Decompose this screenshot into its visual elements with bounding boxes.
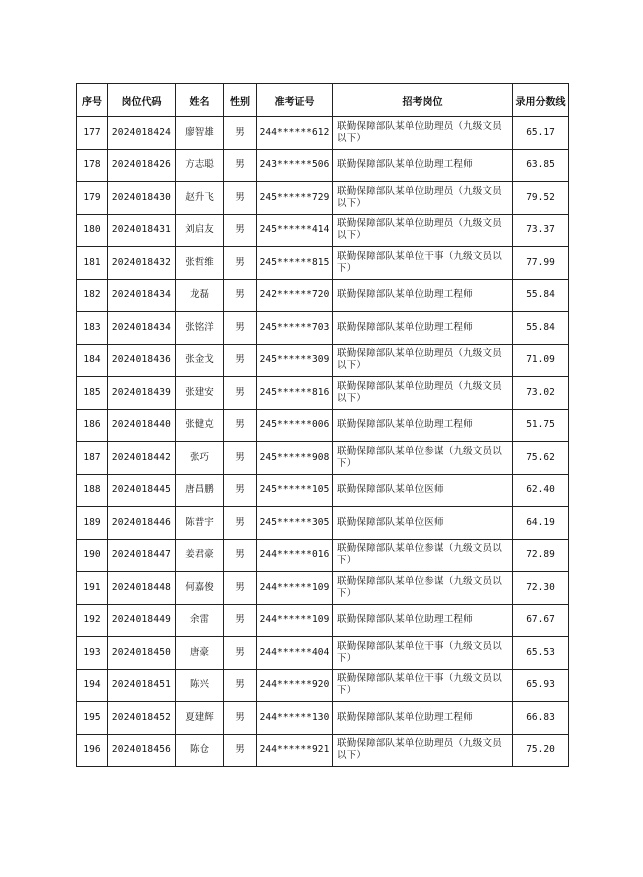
cell-exam-number: 245******703 <box>257 312 333 345</box>
cell-seq: 184 <box>77 344 108 377</box>
cell-position-code: 2024018430 <box>108 182 176 215</box>
cell-gender: 男 <box>224 312 257 345</box>
cell-gender: 男 <box>224 247 257 280</box>
cell-seq: 187 <box>77 442 108 475</box>
cell-exam-number: 244******130 <box>257 702 333 735</box>
cell-name: 陈仓 <box>176 734 224 767</box>
header-recruit-position: 招考岗位 <box>333 84 513 117</box>
cell-position-code: 2024018432 <box>108 247 176 280</box>
cell-position-code: 2024018434 <box>108 279 176 312</box>
header-exam-number: 准考证号 <box>257 84 333 117</box>
cell-gender: 男 <box>224 409 257 442</box>
cell-recruit-position: 联勤保障部队某单位助理工程师 <box>333 312 513 345</box>
table-row <box>77 279 569 312</box>
cell-seq: 182 <box>77 279 108 312</box>
cell-gender: 男 <box>224 702 257 735</box>
table-row <box>77 344 569 377</box>
cell-exam-number: 244******920 <box>257 669 333 702</box>
cell-position-code: 2024018450 <box>108 637 176 670</box>
cell-cutoff-score: 72.30 <box>513 572 569 605</box>
cell-gender: 男 <box>224 279 257 312</box>
cell-position-code: 2024018456 <box>108 734 176 767</box>
cell-exam-number: 244******109 <box>257 604 333 637</box>
cell-name: 张哲维 <box>176 247 224 280</box>
cell-recruit-position: 联勤保障部队某单位助理员（九级文员以下） <box>333 344 513 377</box>
cell-name: 何嘉俊 <box>176 572 224 605</box>
cell-exam-number: 245******305 <box>257 507 333 540</box>
cell-cutoff-score: 71.09 <box>513 344 569 377</box>
header-gender: 性别 <box>224 84 257 117</box>
table-row <box>77 377 569 410</box>
table-row <box>77 247 569 280</box>
cell-gender: 男 <box>224 214 257 247</box>
cell-position-code: 2024018436 <box>108 344 176 377</box>
table-row <box>77 214 569 247</box>
table-row <box>77 182 569 215</box>
cell-name: 廖智雄 <box>176 117 224 150</box>
cell-seq: 191 <box>77 572 108 605</box>
cell-cutoff-score: 65.53 <box>513 637 569 670</box>
table-row <box>77 539 569 572</box>
cell-name: 陈普宇 <box>176 507 224 540</box>
cell-name: 张金戈 <box>176 344 224 377</box>
cell-recruit-position: 联勤保障部队某单位助理员（九级文员以下） <box>333 182 513 215</box>
cell-cutoff-score: 75.20 <box>513 734 569 767</box>
table-row <box>77 572 569 605</box>
header-cutoff-score: 录用分数线 <box>513 84 569 117</box>
cell-exam-number: 245******006 <box>257 409 333 442</box>
header-position-code: 岗位代码 <box>108 84 176 117</box>
cell-name: 张健克 <box>176 409 224 442</box>
cell-cutoff-score: 77.99 <box>513 247 569 280</box>
cell-exam-number: 245******309 <box>257 344 333 377</box>
cell-name: 方志聪 <box>176 149 224 182</box>
cell-position-code: 2024018452 <box>108 702 176 735</box>
cell-gender: 男 <box>224 637 257 670</box>
cell-seq: 189 <box>77 507 108 540</box>
table-row <box>77 117 569 150</box>
cell-seq: 192 <box>77 604 108 637</box>
cell-gender: 男 <box>224 507 257 540</box>
cell-gender: 男 <box>224 572 257 605</box>
cell-exam-number: 243******506 <box>257 149 333 182</box>
cell-name: 张建安 <box>176 377 224 410</box>
cell-cutoff-score: 72.89 <box>513 539 569 572</box>
cell-exam-number: 245******729 <box>257 182 333 215</box>
cell-cutoff-score: 73.37 <box>513 214 569 247</box>
cell-cutoff-score: 66.83 <box>513 702 569 735</box>
cell-cutoff-score: 67.67 <box>513 604 569 637</box>
cell-gender: 男 <box>224 442 257 475</box>
cell-position-code: 2024018426 <box>108 149 176 182</box>
cell-seq: 196 <box>77 734 108 767</box>
cell-name: 张巧 <box>176 442 224 475</box>
cell-position-code: 2024018440 <box>108 409 176 442</box>
cell-seq: 177 <box>77 117 108 150</box>
cell-recruit-position: 联勤保障部队某单位助理工程师 <box>333 604 513 637</box>
cell-recruit-position: 联勤保障部队某单位参谋（九级文员以下） <box>333 572 513 605</box>
cell-seq: 183 <box>77 312 108 345</box>
cell-gender: 男 <box>224 474 257 507</box>
table-row <box>77 637 569 670</box>
table-row <box>77 442 569 475</box>
cell-exam-number: 245******105 <box>257 474 333 507</box>
header-seq: 序号 <box>77 84 108 117</box>
cell-seq: 185 <box>77 377 108 410</box>
cell-recruit-position: 联勤保障部队某单位干事（九级文员以下） <box>333 669 513 702</box>
cell-recruit-position: 联勤保障部队某单位干事（九级文员以下） <box>333 247 513 280</box>
cell-name: 唐豪 <box>176 637 224 670</box>
cell-seq: 180 <box>77 214 108 247</box>
table-row <box>77 669 569 702</box>
table-row <box>77 409 569 442</box>
cell-gender: 男 <box>224 182 257 215</box>
cell-cutoff-score: 64.19 <box>513 507 569 540</box>
cell-cutoff-score: 73.02 <box>513 377 569 410</box>
recruitment-score-table <box>76 83 569 767</box>
cell-recruit-position: 联勤保障部队某单位助理员（九级文员以下） <box>333 117 513 150</box>
cell-exam-number: 245******414 <box>257 214 333 247</box>
cell-position-code: 2024018424 <box>108 117 176 150</box>
cell-position-code: 2024018434 <box>108 312 176 345</box>
cell-name: 刘启友 <box>176 214 224 247</box>
cell-name: 姜君豪 <box>176 539 224 572</box>
cell-recruit-position: 联勤保障部队某单位助理工程师 <box>333 279 513 312</box>
cell-name: 余雷 <box>176 604 224 637</box>
cell-exam-number: 245******816 <box>257 377 333 410</box>
cell-recruit-position: 联勤保障部队某单位医师 <box>333 474 513 507</box>
cell-gender: 男 <box>224 117 257 150</box>
cell-gender: 男 <box>224 604 257 637</box>
cell-cutoff-score: 62.40 <box>513 474 569 507</box>
cell-recruit-position: 联勤保障部队某单位助理工程师 <box>333 149 513 182</box>
cell-gender: 男 <box>224 669 257 702</box>
table-row <box>77 507 569 540</box>
cell-seq: 194 <box>77 669 108 702</box>
cell-seq: 179 <box>77 182 108 215</box>
cell-recruit-position: 联勤保障部队某单位参谋（九级文员以下） <box>333 442 513 475</box>
cell-gender: 男 <box>224 377 257 410</box>
table-row <box>77 149 569 182</box>
table-row <box>77 604 569 637</box>
table-row <box>77 312 569 345</box>
cell-name: 张铭洋 <box>176 312 224 345</box>
cell-position-code: 2024018439 <box>108 377 176 410</box>
table-row <box>77 734 569 767</box>
cell-name: 赵升飞 <box>176 182 224 215</box>
cell-gender: 男 <box>224 734 257 767</box>
cell-exam-number: 245******815 <box>257 247 333 280</box>
cell-exam-number: 244******404 <box>257 637 333 670</box>
cell-seq: 195 <box>77 702 108 735</box>
cell-position-code: 2024018445 <box>108 474 176 507</box>
cell-position-code: 2024018451 <box>108 669 176 702</box>
table-row <box>77 702 569 735</box>
cell-name: 陈兴 <box>176 669 224 702</box>
cell-exam-number: 244******921 <box>257 734 333 767</box>
cell-cutoff-score: 63.85 <box>513 149 569 182</box>
cell-exam-number: 244******016 <box>257 539 333 572</box>
cell-cutoff-score: 79.52 <box>513 182 569 215</box>
cell-gender: 男 <box>224 344 257 377</box>
cell-cutoff-score: 51.75 <box>513 409 569 442</box>
cell-seq: 188 <box>77 474 108 507</box>
table-row <box>77 474 569 507</box>
cell-recruit-position: 联勤保障部队某单位参谋（九级文员以下） <box>333 539 513 572</box>
cell-seq: 193 <box>77 637 108 670</box>
cell-cutoff-score: 55.84 <box>513 312 569 345</box>
cell-position-code: 2024018442 <box>108 442 176 475</box>
cell-position-code: 2024018431 <box>108 214 176 247</box>
cell-name: 唐昌鹏 <box>176 474 224 507</box>
cell-name: 夏建辉 <box>176 702 224 735</box>
cell-gender: 男 <box>224 539 257 572</box>
cell-recruit-position: 联勤保障部队某单位助理工程师 <box>333 702 513 735</box>
cell-seq: 190 <box>77 539 108 572</box>
cell-seq: 181 <box>77 247 108 280</box>
cell-exam-number: 242******720 <box>257 279 333 312</box>
table-body <box>77 117 569 767</box>
cell-cutoff-score: 55.84 <box>513 279 569 312</box>
cell-exam-number: 244******109 <box>257 572 333 605</box>
cell-name: 龙磊 <box>176 279 224 312</box>
cell-position-code: 2024018449 <box>108 604 176 637</box>
cell-seq: 178 <box>77 149 108 182</box>
cell-exam-number: 245******908 <box>257 442 333 475</box>
cell-cutoff-score: 75.62 <box>513 442 569 475</box>
cell-recruit-position: 联勤保障部队某单位干事（九级文员以下） <box>333 637 513 670</box>
cell-recruit-position: 联勤保障部队某单位助理员（九级文员以下） <box>333 734 513 767</box>
cell-position-code: 2024018448 <box>108 572 176 605</box>
cell-recruit-position: 联勤保障部队某单位助理员（九级文员以下） <box>333 377 513 410</box>
cell-cutoff-score: 65.93 <box>513 669 569 702</box>
cell-seq: 186 <box>77 409 108 442</box>
cell-position-code: 2024018446 <box>108 507 176 540</box>
cell-recruit-position: 联勤保障部队某单位医师 <box>333 507 513 540</box>
cell-position-code: 2024018447 <box>108 539 176 572</box>
cell-recruit-position: 联勤保障部队某单位助理员（九级文员以下） <box>333 214 513 247</box>
header-name: 姓名 <box>176 84 224 117</box>
cell-gender: 男 <box>224 149 257 182</box>
cell-exam-number: 244******612 <box>257 117 333 150</box>
table-header-row <box>77 84 569 117</box>
cell-recruit-position: 联勤保障部队某单位助理工程师 <box>333 409 513 442</box>
cell-cutoff-score: 65.17 <box>513 117 569 150</box>
